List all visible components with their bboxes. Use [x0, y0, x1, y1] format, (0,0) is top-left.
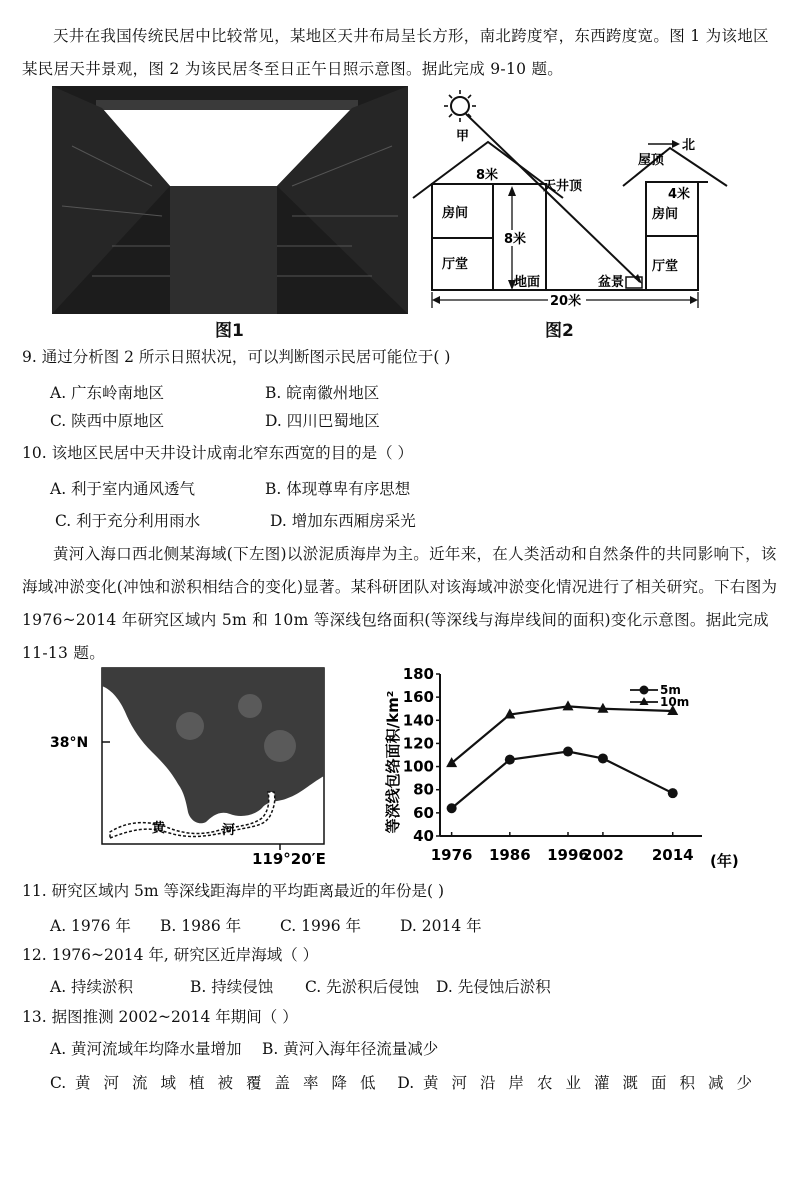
q13-option-d: 黄河沿岸农业灌溉面积减少: [422, 1074, 765, 1092]
bonsai-label: 盆景: [598, 275, 625, 290]
intro-paragraph-1: 天井在我国传统民居中比较常见，某地区天井布局呈长方形，南北跨度窄，东西跨度宽。图 1 为该地区某民居天井景观，图 2 为该民居冬至日正午日照示意图。据此完成 9-10 题。: [22, 27, 769, 78]
q11-option-b: B. 1986 年: [160, 917, 242, 935]
legend-label-10m: 10m: [660, 695, 690, 709]
chart-y-tick-label: 80: [413, 780, 434, 799]
q13-option-a: A. 黄河流域年均降水量增加: [50, 1040, 242, 1058]
q11-stem: 11. 研究区域内 5m 等深线距海岸的平均距离最近的年份是( ): [22, 882, 445, 900]
chart-point-5m: [668, 788, 678, 798]
chart-x-tick-label: 2014: [651, 846, 694, 864]
q13-option-c-letter: C.: [50, 1074, 67, 1092]
q12-option-a: A. 持续淤积: [50, 978, 134, 996]
q9-option-a: A. 广东岭南地区: [50, 384, 165, 402]
chart-point-5m: [563, 747, 573, 757]
chart-series-line-5m: [452, 752, 673, 809]
map-river-label-1: 黄: [152, 821, 166, 836]
chart-y-tick-label: 140: [402, 711, 434, 730]
ground-label: 地面: [514, 275, 541, 290]
map-lat-label: 38°N: [50, 735, 89, 751]
roof-label: 屋顶: [638, 153, 665, 168]
room-left: 房间: [442, 206, 469, 221]
sun-label: 甲: [456, 129, 470, 144]
q11-option-a: A. 1976 年: [50, 917, 131, 935]
q10-option-a: A. 利于室内通风透气: [50, 480, 196, 498]
dim-20m: 20米: [550, 294, 582, 309]
map-lon-label: 119°20′E: [252, 850, 326, 868]
dim-4m: 4米: [668, 187, 691, 202]
q12-option-c: C. 先淤积后侵蚀: [305, 978, 420, 996]
chart-y-tick-label: 60: [413, 803, 434, 822]
figure-1-photo: [52, 86, 408, 314]
chart-x-tick-label: 1986: [488, 846, 531, 864]
chart-point-5m: [598, 753, 608, 763]
north-label: 北: [682, 138, 696, 153]
sun-icon: [444, 90, 476, 122]
q13-option-b: B. 黄河入海年径流量减少: [262, 1040, 439, 1058]
q10-stem: 10. 该地区民居中天井设计成南北窄东西宽的目的是（ ）: [22, 444, 414, 462]
skylight-label: 天井顶: [543, 179, 583, 194]
q9-stem: 9. 通过分析图 2 所示日照状况，可以判断图示民居可能位于( ): [22, 348, 451, 366]
q11-option-c: C. 1996 年: [280, 917, 362, 935]
q12-option-b: B. 持续侵蚀: [190, 978, 274, 996]
q13-option-d-letter: D.: [397, 1074, 415, 1092]
chart-point-5m: [505, 755, 515, 765]
intro-paragraph-2: 黄河入海口西北侧某海域(下左图)以淤泥质海岸为主。近年来，在人类活动和自然条件的共同影响下，该海域冲淤变化(冲蚀和淤积相结合的变化)显著。某科研团队对该海域冲淤变化情况进行了相关研究。下右图为 1976~2014 年研究区域内 5m 和 10m 等深线包络面积(等深线与海岸线间的面积)变化示意图。据此完成 11-13 题。: [22, 545, 778, 662]
hall-right: 厅堂: [652, 259, 679, 274]
dim-8m-top: 8米: [476, 168, 499, 183]
q12-stem: 12. 1976~2014 年, 研究区近岸海域（ ）: [22, 946, 319, 964]
q10-option-b: B. 体现尊卑有序思想: [265, 480, 411, 498]
chart-point-10m: [563, 700, 574, 710]
chart-series-line-10m: [452, 706, 673, 763]
q12-option-d: D. 先侵蚀后淤积: [436, 978, 551, 996]
map-river-label-2: 河: [222, 823, 236, 838]
figure-1-caption: 图1: [215, 321, 244, 341]
figure-2-diagram: [408, 86, 768, 316]
q9-option-c: C. 陕西中原地区: [50, 412, 165, 430]
figure-2-caption: 图2: [545, 321, 574, 341]
chart-point-5m: [447, 803, 457, 813]
map-figure: [40, 666, 340, 872]
chart-x-tick-label: 2002: [582, 846, 624, 864]
chart-x-tick-label: 1976: [430, 846, 473, 864]
chart-y-tick-label: 120: [402, 734, 434, 753]
chart-y-tick-label: 100: [402, 757, 434, 776]
q10-option-d: D. 增加东西厢房采光: [270, 512, 416, 530]
q9-option-d: D. 四川巴蜀地区: [265, 412, 380, 430]
q10-option-c: C. 利于充分利用雨水: [55, 512, 201, 530]
q13-options-cd-row: [50, 1070, 765, 1096]
room-right: 房间: [652, 207, 679, 222]
legend-marker-10m: [640, 697, 649, 705]
legend-marker-5m: [640, 686, 649, 695]
chart-y-tick-label: 180: [402, 665, 434, 683]
chart-y-tick-label: 160: [402, 688, 434, 707]
q11-option-d: D. 2014 年: [400, 917, 482, 935]
chart-x-tick-label: 1996: [547, 846, 589, 864]
chart-y-tick-label: 40: [413, 827, 434, 845]
depth-contour-area-chart: [378, 664, 770, 876]
legend-label-5m: 5m: [660, 683, 681, 697]
chart-y-axis-label: 等深线包络面积/km²: [384, 690, 402, 834]
chart-x-unit: (年): [710, 852, 739, 870]
hall-left: 厅堂: [442, 257, 469, 272]
dim-8m-height: 8米: [504, 232, 527, 247]
q9-option-b: B. 皖南徽州地区: [265, 384, 380, 402]
q13-option-c: 黄河流域植被覆盖率降低: [75, 1074, 389, 1092]
q13-stem: 13. 据图推测 2002~2014 年期间（ ）: [22, 1008, 298, 1026]
